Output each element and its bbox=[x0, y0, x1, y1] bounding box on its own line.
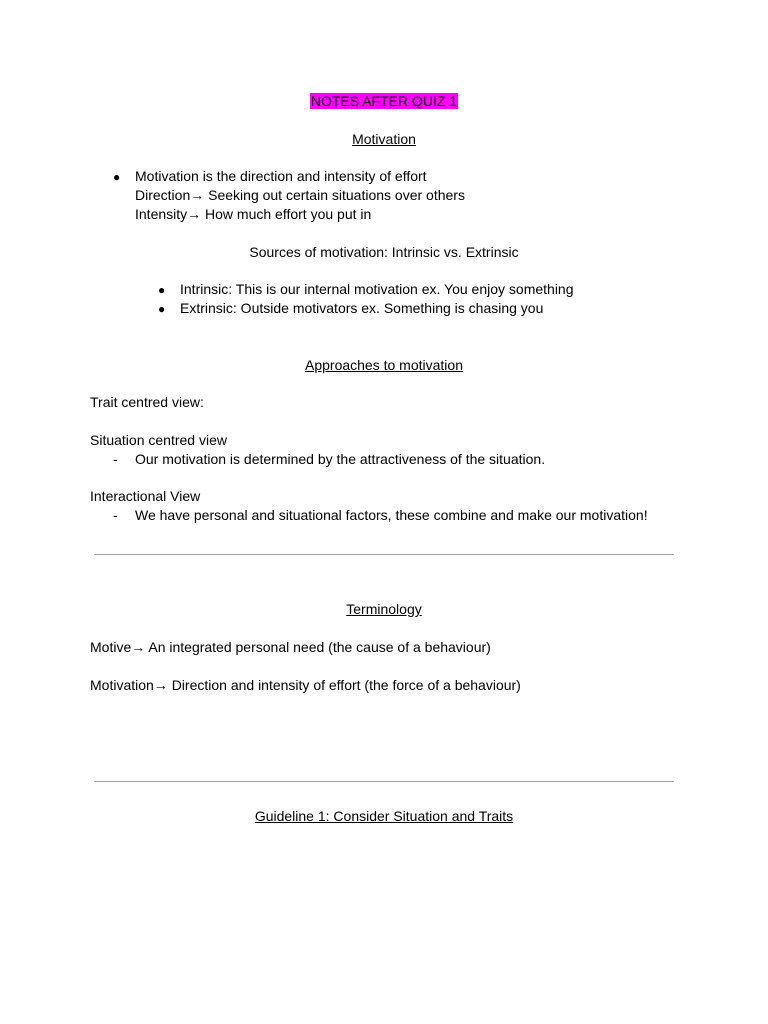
bullet-glyph: ● bbox=[158, 283, 166, 297]
terminology-heading: Terminology bbox=[346, 601, 422, 617]
sources-heading: Sources of motivation: Intrinsic vs. Extrinsic bbox=[249, 244, 519, 260]
page-title: NOTES AFTER QUIZ 1 bbox=[310, 93, 458, 109]
bullet-glyph: ● bbox=[113, 170, 121, 184]
extrinsic-item: Extrinsic: Outside motivators ex. Something is chasing you bbox=[180, 300, 544, 316]
trait-view: Trait centred view: bbox=[90, 394, 204, 410]
definition-line-1: Motivation is the direction and intensity of effort bbox=[135, 168, 427, 184]
motive-definition: Motive→ An integrated personal need (the cause of a behaviour) bbox=[90, 639, 491, 655]
title-row bbox=[0, 92, 768, 111]
bullet-glyph: ● bbox=[158, 302, 166, 316]
situation-view: Situation centred view bbox=[90, 432, 227, 448]
horizontal-divider bbox=[94, 554, 674, 555]
intrinsic-item: Intrinsic: This is our internal motivation ex. You enjoy something bbox=[180, 281, 574, 297]
dash-glyph: - bbox=[113, 507, 118, 523]
definition-line-2: Direction→ Seeking out certain situations over others bbox=[135, 187, 465, 203]
interactional-point: We have personal and situational factors, these combine and make our motivation! bbox=[135, 507, 648, 523]
interactional-view: Interactional View bbox=[90, 488, 201, 504]
horizontal-divider bbox=[94, 781, 674, 782]
definition-line-3: Intensity→ How much effort you put in bbox=[135, 206, 372, 222]
guideline-heading: Guideline 1: Consider Situation and Traits bbox=[254, 808, 514, 824]
motivation-heading: Motivation bbox=[352, 131, 416, 147]
situation-point: Our motivation is determined by the attractiveness of the situation. bbox=[135, 451, 546, 467]
dash-glyph: - bbox=[113, 451, 118, 467]
approaches-heading: Approaches to motivation bbox=[305, 357, 463, 373]
motivation-definition: Motivation→ Direction and intensity of effort (the force of a behaviour) bbox=[90, 677, 521, 693]
